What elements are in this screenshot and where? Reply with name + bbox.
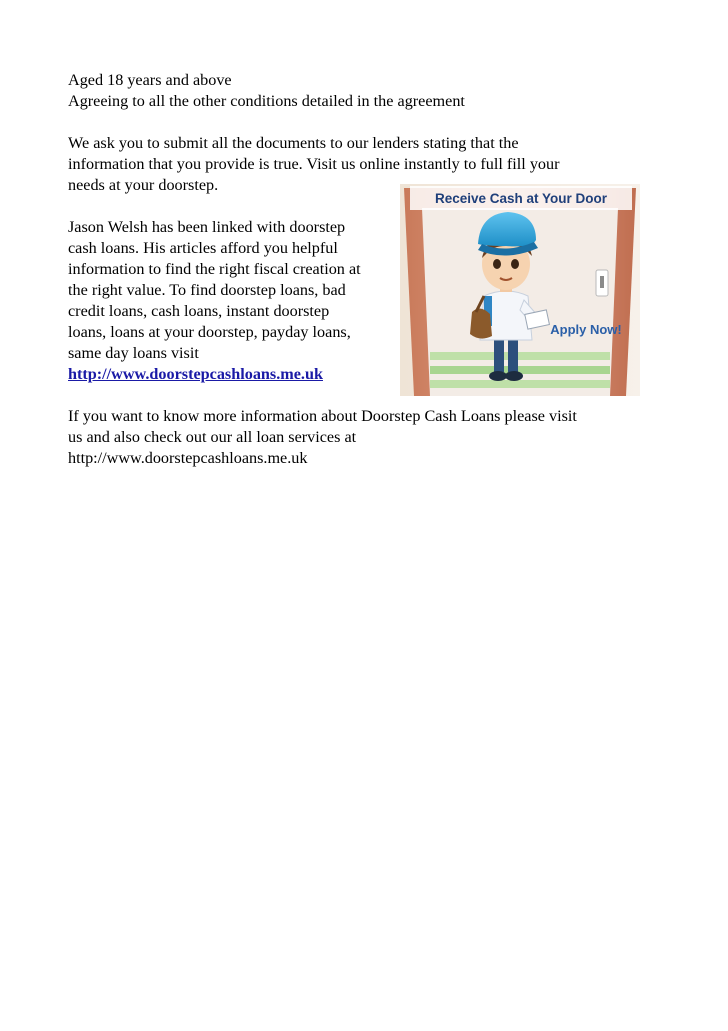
text-line: us and also check out our all loan services at [68, 428, 357, 446]
ad-headline-text: Receive Cash at Your Door [434, 191, 608, 206]
author-bio-line: same day loans visit [68, 344, 199, 362]
text-line: http://www.doorstepcashloans.me.uk [68, 449, 308, 467]
text-line: needs at your doorstep. [68, 176, 219, 194]
apply-now-label[interactable]: Apply Now! [550, 322, 622, 337]
author-bio-line: cash loans. His articles afford you helpful [68, 239, 338, 257]
text-line: We ask you to submit all the documents to our lenders stating that the [68, 134, 519, 152]
text-line: Agreeing to all the other conditions detailed in the agreement [68, 92, 465, 110]
website-link[interactable]: http://www.doorstepcashloans.me.uk [68, 365, 323, 383]
text-line: If you want to know more information about Doorstep Cash Loans please visit [68, 407, 577, 425]
author-bio-line: credit loans, cash loans, instant doorstep [68, 302, 330, 320]
author-bio-line: Jason Welsh has been linked with doorstep [68, 218, 346, 236]
text-line: Aged 18 years and above [68, 71, 232, 89]
author-bio-line: the right value. To find doorstep loans, bad [68, 281, 346, 299]
text-line: information that you provide is true. Visit us online instantly to full fill your [68, 155, 560, 173]
ad-headline [410, 186, 632, 210]
author-bio-line: loans, loans at your doorstep, payday loans, [68, 323, 351, 341]
light-switch-icon [596, 270, 608, 296]
floor-stripes [430, 352, 610, 388]
apply-now-button[interactable] [550, 322, 622, 337]
receive-cash-ad-banner[interactable] [400, 184, 640, 396]
author-bio-line: information to find the right fiscal creation at [68, 260, 361, 278]
